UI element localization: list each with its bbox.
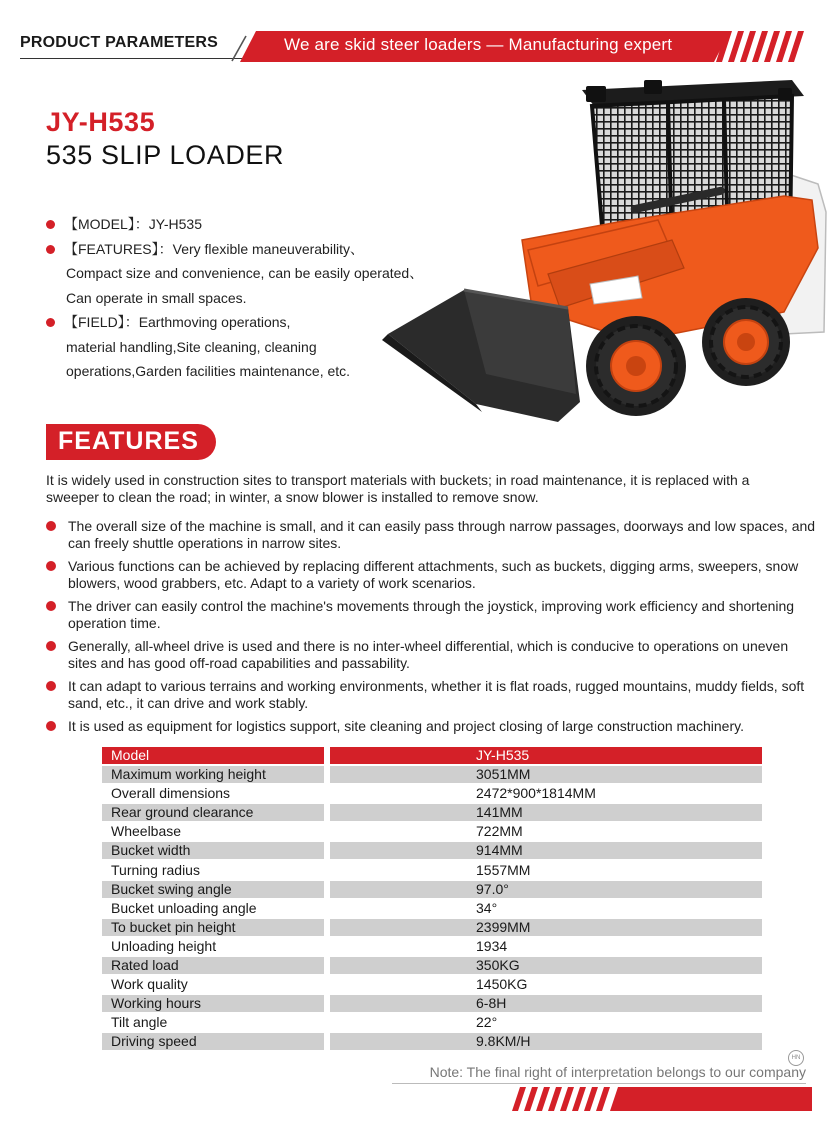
spec-row xyxy=(102,957,762,976)
bullet-dot-icon xyxy=(46,220,55,229)
bullet-dot-icon xyxy=(46,521,56,531)
footer-rule xyxy=(392,1083,806,1084)
spec-value: 1934 xyxy=(330,938,762,955)
spec-value: 9.8KM/H xyxy=(330,1033,762,1050)
bullet-dot-icon xyxy=(46,561,56,571)
skid-steer-loader-image xyxy=(372,72,840,432)
spec-row xyxy=(102,900,762,919)
feature-bullet xyxy=(46,638,816,672)
features-bullet-list xyxy=(46,518,816,741)
feature-bullet xyxy=(46,558,816,592)
feature-bullet xyxy=(46,718,816,735)
spec-table-header xyxy=(102,747,762,766)
spec-label: Turning radius xyxy=(102,862,324,879)
header-slogan: We are skid steer loaders — Manufacturing expert xyxy=(284,35,673,54)
feature-bullet-text: The overall size of the machine is small, and it can easily pass through narrow passages, doorways and low spaces, and can freely shuttle operations in narrow sites. xyxy=(68,518,816,551)
spec-row xyxy=(102,804,762,823)
spec-value: 722MM xyxy=(330,823,762,840)
spec-label: Overall dimensions xyxy=(102,785,324,802)
spec-label: Work quality xyxy=(102,976,324,993)
page-header xyxy=(0,0,840,70)
spec-value: 2399MM xyxy=(330,919,762,936)
spec-label: Working hours xyxy=(102,995,324,1012)
spec-row xyxy=(102,842,762,861)
spec-label: Rated load xyxy=(102,957,324,974)
bullet-dot-icon xyxy=(46,641,56,651)
product-model-name: 535 SLIP LOADER xyxy=(46,140,285,170)
feature-bullet-text: The driver can easily control the machine's movements through the joystick, improving work efficiency and shortening operation time. xyxy=(68,598,795,631)
spec-value: 350KG xyxy=(330,957,762,974)
features-intro-text: It is widely used in construction sites to transport materials with buckets; in road maintenance, it is replaced with a sweeper to clean the road; in winter, a snow blower is installed to remove snow. xyxy=(46,472,750,505)
header-underline xyxy=(20,58,250,59)
intro-separator: ： xyxy=(158,240,173,257)
spec-row xyxy=(102,1014,762,1033)
spec-label: Driving speed xyxy=(102,1033,324,1050)
spec-label: Unloading height xyxy=(102,938,324,955)
intro-features-line: Compact size and convenience, can be easily operated、 xyxy=(66,265,424,281)
header-stripes-decoration xyxy=(716,31,812,62)
spec-row xyxy=(102,881,762,900)
bullet-dot-icon xyxy=(46,245,55,254)
intro-field-label: 【FIELD】 xyxy=(64,314,125,330)
feature-bullet xyxy=(46,598,816,632)
spec-row xyxy=(102,995,762,1014)
spec-value: 22° xyxy=(330,1014,762,1031)
feature-bullet-text: Generally, all-wheel drive is used and there is no inter-wheel differential, which is conducive to operations on uneven sites and has good off-road capabilities and passability. xyxy=(68,638,789,671)
intro-model-label: 【MODEL】 xyxy=(64,216,135,232)
spec-label: Bucket unloading angle xyxy=(102,900,324,917)
spec-label: Rear ground clearance xyxy=(102,804,324,821)
feature-bullet xyxy=(46,518,816,552)
product-model-code: JY-H535 xyxy=(46,107,156,137)
intro-separator: ： xyxy=(134,216,149,232)
spec-row xyxy=(102,823,762,842)
bullet-dot-icon xyxy=(46,318,55,327)
spec-label: Wheelbase xyxy=(102,823,324,840)
intro-model-value: JY-H535 xyxy=(148,216,202,232)
spec-value: 1450KG xyxy=(330,976,762,993)
intro-separator: ： xyxy=(124,314,139,330)
bullet-dot-icon xyxy=(46,601,56,611)
feature-bullet-text: Various functions can be achieved by replacing different attachments, such as buckets, digging arms, sweepers, snow blowers, wood grabbers, etc. Adapt to a variety of work scenarios. xyxy=(68,558,799,591)
spec-value: 2472*900*1814MM xyxy=(330,785,762,802)
spec-row xyxy=(102,766,762,785)
spec-label: Bucket width xyxy=(102,842,324,859)
spec-label: Maximum working height xyxy=(102,766,324,783)
spec-header-label: Model xyxy=(102,747,324,764)
spec-value: 6-8H xyxy=(330,995,762,1012)
spec-value: 1557MM xyxy=(330,862,762,879)
spec-row xyxy=(102,785,762,804)
footer-note: Note: The final right of interpretation belongs to our company xyxy=(429,1064,806,1080)
section-title-product-parameters: PRODUCT PARAMETERS xyxy=(20,34,218,51)
intro-features-label: 【FEATURES】 xyxy=(64,240,159,257)
spec-label: To bucket pin height xyxy=(102,919,324,936)
footer-stripes-decoration xyxy=(512,1087,812,1111)
spec-row xyxy=(102,862,762,881)
hn-logo-icon: HN xyxy=(788,1050,804,1066)
feature-bullet xyxy=(46,678,816,712)
intro-features-line: Very flexible maneuverability、 xyxy=(172,240,365,257)
spec-value: 141MM xyxy=(330,804,762,821)
bullet-dot-icon xyxy=(46,721,56,731)
spec-row xyxy=(102,976,762,995)
spec-label: Bucket swing angle xyxy=(102,881,324,898)
intro-field-line: Earthmoving operations, xyxy=(138,314,291,330)
spec-value: 34° xyxy=(330,900,762,917)
feature-bullet-text: It can adapt to various terrains and working environments, whether it is flat roads, rugged mountains, muddy fields, soft sand, etc., it can drive and work stably. xyxy=(68,678,805,711)
spec-value: 914MM xyxy=(330,842,762,859)
spec-header-value: JY-H535 xyxy=(330,747,762,764)
spec-value: 3051MM xyxy=(330,766,762,783)
features-heading: FEATURES xyxy=(58,427,199,455)
spec-value: 97.0° xyxy=(330,881,762,898)
feature-bullet-text: It is used as equipment for logistics support, site cleaning and project closing of large construction machinery. xyxy=(68,718,744,734)
intro-features-line: Can operate in small spaces. xyxy=(66,289,247,306)
spec-row xyxy=(102,919,762,938)
spec-row xyxy=(102,938,762,957)
intro-field-line: operations,Garden facilities maintenance, etc. xyxy=(66,363,351,379)
bullet-dot-icon xyxy=(46,681,56,691)
spec-table xyxy=(102,747,762,1053)
spec-label: Tilt angle xyxy=(102,1014,324,1031)
spec-row xyxy=(102,1033,762,1052)
intro-field-line: material handling,Site cleaning, cleaning xyxy=(66,338,317,355)
